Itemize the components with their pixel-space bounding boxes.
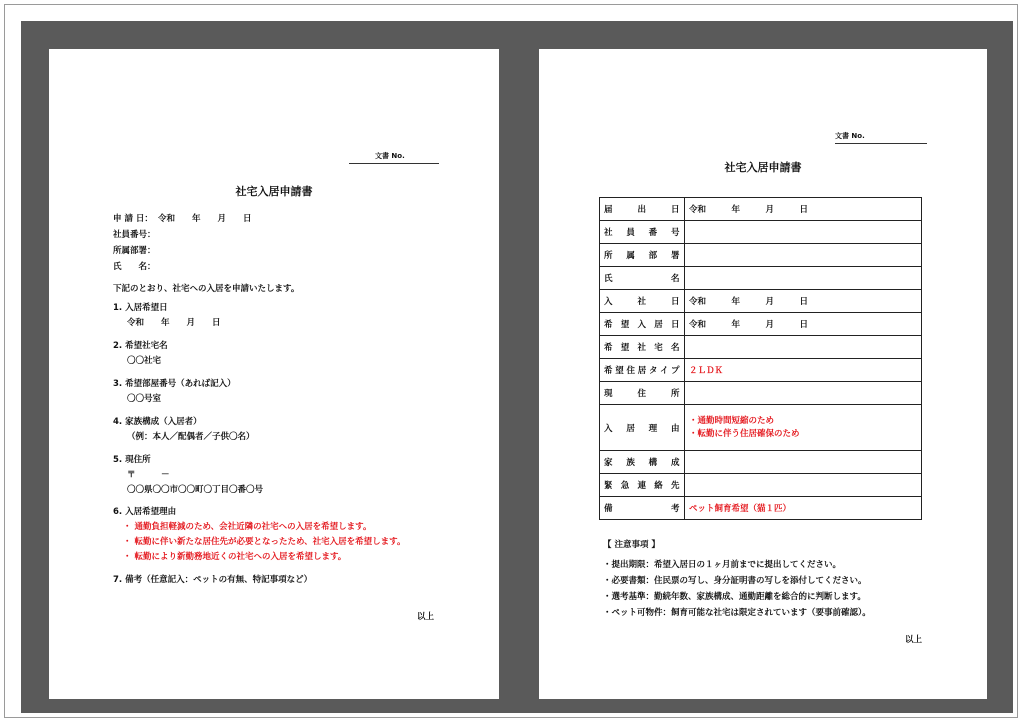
table-row (600, 336, 922, 359)
row-label: 家族構成 (600, 451, 685, 474)
document-number-line (835, 143, 927, 144)
document-preview-area (21, 21, 1013, 713)
reason-item: ・ 転勤に伴い新たな居住先が必要となったため、社宅入居を希望します。 (123, 537, 406, 547)
field-employee-number (113, 228, 158, 240)
closing-text: 以上 (417, 612, 435, 622)
table-row (600, 244, 922, 267)
table-row (600, 198, 922, 221)
row-value (685, 451, 922, 474)
field-department (113, 244, 158, 256)
page-title: 社宅入居申請書 (235, 185, 313, 198)
row-value (685, 221, 922, 244)
row-value (685, 244, 922, 267)
row-label: 緊急連絡先 (600, 474, 685, 497)
section-7 (113, 573, 312, 588)
row-value: 令和 年 月 日 (685, 313, 922, 336)
reason-item: ・ 転勤により新勤務地近くの社宅への入居を希望します。 (123, 552, 347, 562)
row-value: ２ＬＤＫ (685, 359, 922, 382)
notes-section (603, 537, 871, 621)
note-item: ・ペット可物件：飼育可能な社宅は限定されています（要事前確認）。 (603, 608, 871, 618)
section-6 (113, 505, 405, 565)
row-label: 現住所 (600, 382, 685, 405)
table-row (600, 290, 922, 313)
section-heading: 4. 家族構成（入居者） (113, 417, 202, 427)
closing-text: 以上 (905, 635, 923, 645)
document-page-1 (49, 49, 499, 699)
row-value (685, 267, 922, 290)
reason-line: ・通勤時間短縮のため (689, 415, 775, 426)
row-label: 社員番号 (600, 221, 685, 244)
row-label: 希望入居日 (600, 313, 685, 336)
reason-line: ・転勤に伴う住居確保のため (689, 428, 800, 439)
row-label: 氏名 (600, 267, 685, 290)
intro-text: 下記のとおり、社宅への入居を申請いたします。 (113, 284, 300, 294)
note-item: ・提出期限：希望入居日の１ヶ月前までに提出してください。 (603, 560, 842, 570)
section-value: 令和 年 月 日 (127, 318, 221, 328)
table-row (600, 267, 922, 290)
field-apply-date (113, 212, 252, 224)
row-label: 届出日 (600, 198, 685, 221)
row-value (685, 382, 922, 405)
field-value: 令和 年 月 日 (158, 214, 252, 224)
table-row (600, 474, 922, 497)
row-value (685, 405, 922, 451)
viewer-frame (4, 4, 1018, 718)
field-label: 氏 名： (113, 262, 156, 272)
section-value: 〇〇社宅 (127, 356, 162, 366)
document-number-line (349, 163, 439, 164)
table-row (600, 451, 922, 474)
row-value (685, 474, 922, 497)
notes-heading: 【 注意事項 】 (603, 540, 660, 550)
table-row (600, 405, 922, 451)
section-heading: 2. 希望社宅名 (113, 341, 168, 351)
section-4 (113, 415, 255, 445)
reason-item: ・ 通勤負担軽減のため、会社近隣の社宅への入居を希望します。 (123, 522, 372, 532)
page-title: 社宅入居申請書 (724, 161, 802, 174)
section-value: 〇〇号室 (127, 394, 162, 404)
field-label: 社員番号： (113, 230, 156, 240)
section-heading: 5. 現住所 (113, 455, 151, 465)
table-row (600, 221, 922, 244)
document-page-2 (539, 49, 987, 699)
row-label: 所属部署 (600, 244, 685, 267)
section-5 (113, 453, 263, 498)
row-label: 入社日 (600, 290, 685, 313)
row-label: 入居理由 (600, 405, 685, 451)
row-label: 備考 (600, 497, 685, 520)
section-heading: 6. 入居希望理由 (113, 507, 177, 517)
row-label: 希望住居タイプ (600, 359, 685, 382)
section-value-address: 〇〇県〇〇市〇〇町〇丁目〇番〇号 (127, 485, 264, 495)
section-1 (113, 301, 221, 331)
document-number-label: 文書 No. (835, 132, 865, 140)
section-value: （例：本人／配偶者／子供〇名） (127, 432, 255, 442)
table-row (600, 497, 922, 520)
table-row (600, 382, 922, 405)
section-heading: 7. 備考（任意記入：ペットの有無、特記事項など） (113, 575, 313, 585)
row-value: ペット飼育希望（猫１匹） (685, 497, 922, 520)
field-name (113, 260, 158, 272)
table-row (600, 313, 922, 336)
section-2 (113, 339, 168, 369)
document-number-label: 文書 No. (375, 152, 405, 160)
field-label: 申 請 日： (113, 214, 153, 224)
field-label: 所属部署： (113, 246, 156, 256)
section-heading: 3. 希望部屋番号（あれば記入） (113, 379, 236, 389)
table-row (600, 359, 922, 382)
note-item: ・選考基準：勤続年数、家族構成、通勤距離を総合的に判断します。 (603, 592, 866, 602)
section-3 (113, 377, 236, 407)
row-label: 希望社宅名 (600, 336, 685, 359)
row-value (685, 336, 922, 359)
application-table (599, 197, 922, 520)
section-value: 〒 － (127, 470, 170, 480)
row-value: 令和 年 月 日 (685, 198, 922, 221)
note-item: ・必要書類：住民票の写し、身分証明書の写しを添付してください。 (603, 576, 867, 586)
row-value: 令和 年 月 日 (685, 290, 922, 313)
section-heading: 1. 入居希望日 (113, 303, 168, 313)
